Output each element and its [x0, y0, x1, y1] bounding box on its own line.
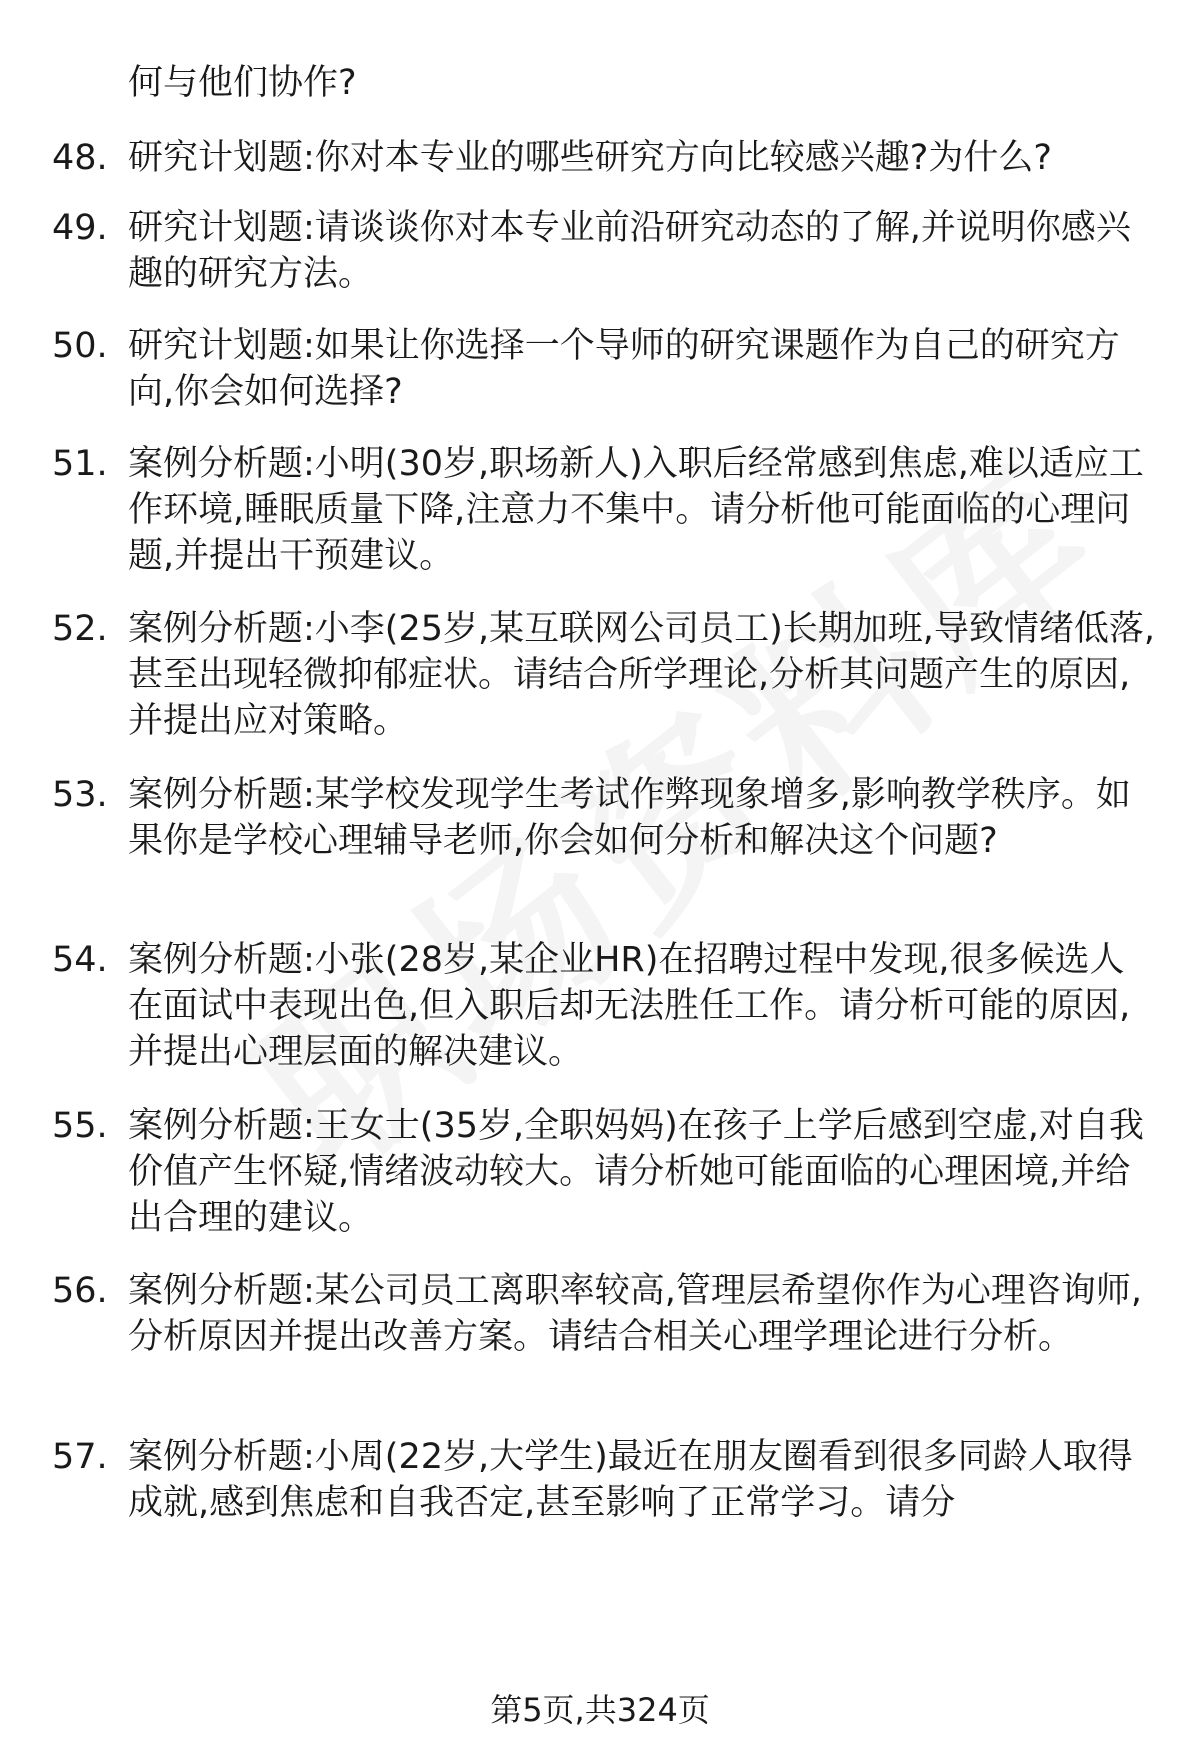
question-number: 52. — [52, 609, 108, 649]
question-text: 案例分析题:某公司员工离职率较高,管理层希望你作为心理咨询师,分析原因并提出改善方案。请结合相关心理学理论进行分析。 — [128, 1271, 1143, 1357]
question-number: 55. — [52, 1106, 108, 1146]
question-text: 案例分析题:某学校发现学生考试作弊现象增多,影响教学秩序。如果你是学校心理辅导老师,你会如何分析和解决这个问题? — [128, 775, 1131, 861]
question-text: 案例分析题:小周(22岁,大学生)最近在朋友圈看到很多同龄人取得成就,感到焦虑和自我否定,甚至影响了正常学习。请分 — [128, 1437, 1133, 1523]
question-number: 54. — [52, 940, 108, 980]
question-text: 研究计划题:如果让你选择一个导师的研究课题作为自己的研究方向,你会如何选择? — [128, 326, 1120, 412]
question-text: 案例分析题:王女士(35岁,全职妈妈)在孩子上学后感到空虚,对自我价值产生怀疑,情绪波动较大。请分析她可能面临的心理困境,并给出合理的建议。 — [128, 1106, 1144, 1238]
question-text: 研究计划题:你对本专业的哪些研究方向比较感兴趣?为什么? — [128, 138, 1052, 178]
page-footer: 第5页,共324页 — [490, 1691, 710, 1729]
question-number: 56. — [52, 1271, 108, 1311]
question-number: 57. — [52, 1437, 108, 1477]
question-text: 案例分析题:小李(25岁,某互联网公司员工)长期加班,导致情绪低落,甚至出现轻微抑郁症状。请结合所学理论,分析其问题产生的原因,并提出应对策略。 — [128, 609, 1156, 741]
question-number: 49. — [52, 208, 108, 248]
question-text: 案例分析题:小张(28岁,某企业HR)在招聘过程中发现,很多候选人在面试中表现出色,但入职后却无法胜任工作。请分析可能的原因,并提出心理层面的解决建议。 — [128, 940, 1131, 1072]
continuation-text: 何与他们协作? — [128, 63, 357, 103]
question-text: 案例分析题:小明(30岁,职场新人)入职后经常感到焦虑,难以适应工作环境,睡眠质量下降,注意力不集中。请分析他可能面临的心理问题,并提出干预建议。 — [128, 444, 1144, 576]
question-number: 51. — [52, 444, 108, 484]
question-number: 48. — [52, 138, 108, 178]
question-text: 研究计划题:请谈谈你对本专业前沿研究动态的了解,并说明你感兴趣的研究方法。 — [128, 208, 1131, 294]
question-number: 50. — [52, 326, 108, 366]
question-number: 53. — [52, 775, 108, 815]
